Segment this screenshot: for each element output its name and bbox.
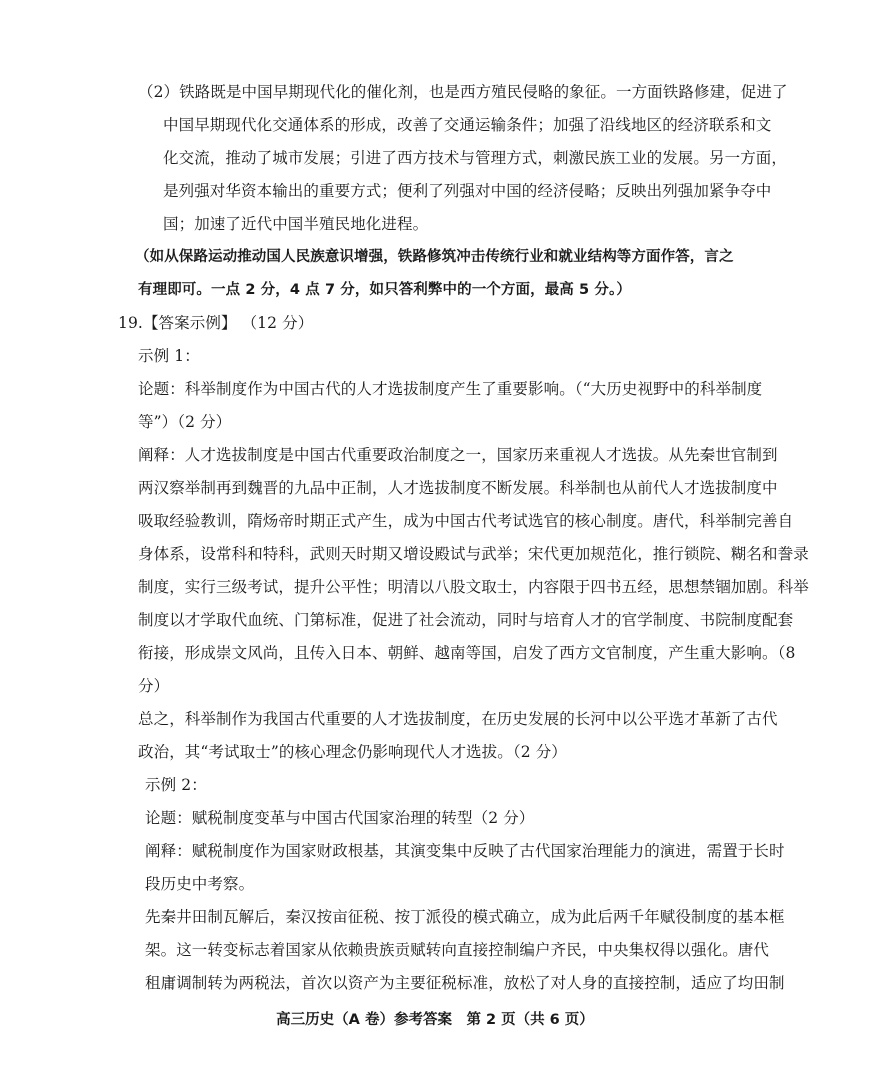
q19-example1-explanation-line-8: 分） — [138, 677, 170, 695]
q18-part2-line-4: 是列强对华资本输出的重要方式；便利了列强对中国的经济侵略；反映出列强加紧争夺中 — [163, 182, 772, 200]
q19-example1-explanation-line-3: 吸取经验教训，隋炀帝时期正式产生，成为中国古代考试选官的核心制度。唐代，科举制完善自 — [138, 512, 794, 530]
q19-example1-thesis-line-2: 等”）（2 分） — [138, 413, 232, 431]
q19-example2-label: 示例 2： — [145, 776, 207, 794]
q19-example1-explanation-line-2: 两汉察举制再到魏晋的九品中正制，人才选拔制度不断发展。科举制也从前代人才选拔制度中 — [138, 479, 778, 497]
q19-example2-body-line-3: 租庸调制转为两税法，首次以资产为主要征税标准，放松了对人身的直接控制，适应了均田制 — [145, 974, 785, 992]
q19-example1-explanation-line-5: 制度，实行三级考试，提升公平性；明清以八股文取士，内容限于四书五经，思想禁锢加剧。科举 — [138, 578, 809, 596]
q18-part2-line-2: 中国早期现代化交通体系的形成，改善了交通运输条件；加强了沿线地区的经济联系和文 — [163, 116, 772, 134]
page-footer: 高三历史（A 卷）参考答案 第 2 页（共 6 页） — [276, 1012, 594, 1028]
q18-part2-line-5: 国；加速了近代中国半殖民地化进程。 — [163, 215, 429, 233]
q19-example1-thesis-line-1: 论题：科举制度作为中国古代的人才选拔制度产生了重要影响。（“大历史视野中的科举制度 — [138, 380, 763, 398]
q19-example1-conclusion-line-1: 总之，科举制作为我国古代重要的人才选拔制度，在历史发展的长河中以公平选才革新了古代 — [138, 710, 778, 728]
q19-example2-explanation-line-1: 阐释：赋税制度作为国家财政根基，其演变集中反映了古代国家治理能力的演进，需置于长时 — [145, 842, 785, 860]
q18-part2-line-1: （2）铁路既是中国早期现代化的催化剂，也是西方殖民侵略的象征。一方面铁路修建，促进了 — [138, 83, 788, 101]
q19-example2-thesis: 论题：赋税制度变革与中国古代国家治理的转型（2 分） — [145, 809, 535, 827]
q19-example2-body-line-1: 先秦井田制瓦解后，秦汉按亩征税、按丁派役的模式确立，成为此后两千年赋役制度的基本框 — [145, 908, 785, 926]
q19-example1-explanation-line-1: 阐释：人才选拔制度是中国古代重要政治制度之一，国家历来重视人才选拔。从先秦世官制到 — [138, 446, 778, 464]
q18-scoring-note-line-2: 有理即可。一点 2 分，4 点 7 分，如只答利弊中的一个方面，最高 5 分。） — [138, 282, 631, 298]
q19-example1-explanation-line-7: 衔接，形成崇文风尚，且传入日本、朝鲜、越南等国，启发了西方文官制度，产生重大影响。（8 — [138, 644, 796, 662]
q19-example2-explanation-line-2: 段历史中考察。 — [145, 875, 255, 893]
q18-scoring-note-line-1: （如从保路运动推动国人民族意识增强，铁路修筑冲击传统行业和就业结构等方面作答，言之 — [135, 249, 734, 265]
q19-header: 19.【答案示例】 （12 分） — [118, 314, 314, 332]
q19-example1-explanation-line-4: 身体系，设常科和特科，武则天时期又增设殿试与武举；宋代更加规范化，推行锁院、糊名和誊录 — [138, 545, 809, 563]
q19-example1-explanation-line-6: 制度以才学取代血统、门第标准，促进了社会流动，同时与培育人才的官学制度、书院制度配套 — [138, 611, 794, 629]
q18-part2-line-3: 化交流，推动了城市发展；引进了西方技术与管理方式，刺激民族工业的发展。另一方面， — [163, 149, 788, 167]
q19-example1-label: 示例 1： — [138, 347, 200, 365]
q19-example2-body-line-2: 架。这一转变标志着国家从依赖贵族贡赋转向直接控制编户齐民，中央集权得以强化。唐代 — [145, 941, 770, 959]
q19-example1-conclusion-line-2: 政治，其“考试取士”的核心理念仍影响现代人才选拔。（2 分） — [138, 743, 567, 761]
